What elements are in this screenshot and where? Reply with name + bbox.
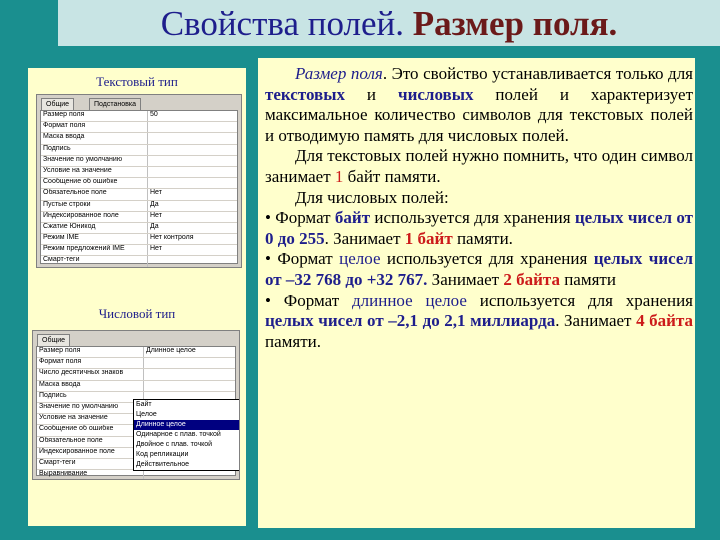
property-label: Подпись	[37, 392, 144, 402]
text: Формат	[270, 249, 340, 269]
left-panel	[28, 68, 246, 526]
property-label: Маска ввода	[37, 381, 144, 391]
property-label: Формат поля	[41, 122, 148, 132]
property-value[interactable]: 50	[150, 111, 158, 118]
property-label: Маска ввода	[41, 133, 148, 143]
property-row[interactable]	[37, 347, 235, 358]
title-main: Свойства полей.	[160, 4, 413, 43]
paragraph-numeric-fields: Для числовых полей:	[295, 187, 449, 207]
tab-general[interactable]: Общие	[41, 98, 74, 110]
property-value[interactable]	[148, 156, 237, 166]
text: памяти	[559, 269, 616, 289]
property-row[interactable]	[41, 256, 237, 267]
text: байт памяти.	[343, 166, 441, 186]
property-value[interactable]	[144, 381, 235, 391]
property-row[interactable]	[37, 381, 235, 392]
term-text: текстовых	[265, 84, 345, 104]
number-field-properties-dialog	[32, 330, 240, 480]
property-label: Индексированное поле	[41, 212, 148, 222]
property-label: Формат поля	[37, 358, 144, 368]
property-label: Смарт-теги	[41, 256, 148, 266]
property-label: Сжатие Юникод	[41, 223, 148, 233]
size-byte: 1 байт	[404, 228, 453, 248]
property-value[interactable]	[144, 358, 235, 368]
text: . Занимает	[324, 228, 405, 248]
property-value[interactable]	[144, 369, 235, 379]
property-value[interactable]: Нет контроля	[150, 234, 194, 242]
text: используется для хранения	[370, 208, 575, 228]
property-value[interactable]: Нет	[150, 245, 162, 253]
property-label: Число десятичных знаков	[37, 369, 144, 379]
range-integer: целых чисел от –32 768 до +32 767.	[265, 249, 694, 289]
body-text	[265, 64, 693, 352]
term-long-integer: длинное целое	[351, 290, 467, 310]
property-label: Пустые строки	[41, 201, 148, 211]
property-row[interactable]	[37, 369, 235, 380]
text: полей и характеризует максимальное количество символов для текстовых полей и отводимую память для числовых полей.	[265, 84, 693, 145]
property-row[interactable]	[37, 470, 235, 480]
property-value[interactable]: Нет	[150, 189, 162, 197]
property-row[interactable]	[41, 245, 237, 256]
property-label: Обязательное поле	[41, 189, 148, 199]
text: и	[344, 84, 398, 104]
property-row[interactable]	[41, 178, 237, 189]
property-label: Выравнивание	[37, 470, 144, 480]
title-emphasis: Размер поля.	[412, 4, 618, 43]
property-row[interactable]	[41, 145, 237, 156]
property-value[interactable]	[148, 178, 237, 188]
property-row[interactable]	[41, 212, 237, 223]
text: памяти.	[265, 331, 321, 351]
paragraph-text-fields	[265, 146, 693, 187]
dropdown-option[interactable]: Код репликации	[136, 451, 189, 458]
term-byte: байт	[334, 208, 371, 228]
property-value[interactable]	[148, 167, 237, 177]
property-label: Режим предложений IME	[41, 245, 148, 255]
property-label: Размер поля	[37, 347, 144, 357]
property-label: Сообщение об ошибке	[37, 425, 144, 435]
text: Формат	[270, 208, 335, 228]
property-row[interactable]	[37, 358, 235, 369]
property-label: Индексированное поле	[37, 448, 144, 458]
property-value[interactable]	[144, 470, 235, 480]
property-row[interactable]	[41, 111, 237, 122]
property-label: Условие на значение	[37, 414, 144, 424]
property-value[interactable]	[148, 145, 237, 155]
property-label: Обязательное поле	[37, 437, 144, 447]
property-value[interactable]	[148, 122, 237, 132]
dropdown-option[interactable]: Одинарное с плав. точкой	[136, 431, 221, 438]
text: Формат	[270, 290, 352, 310]
text-field-properties-dialog	[36, 94, 242, 268]
dropdown-option[interactable]: Байт	[136, 401, 152, 408]
term-integer: целое	[339, 249, 381, 269]
property-value[interactable]	[148, 256, 237, 266]
tab-general[interactable]: Общие	[37, 334, 70, 346]
slide-title	[58, 0, 720, 46]
text: . Это свойство устанавливается только для	[382, 64, 693, 83]
bullet: •	[265, 249, 271, 269]
property-value[interactable]: Да	[150, 200, 159, 208]
property-value[interactable]	[148, 133, 237, 143]
range-byte: целых чисел от 0 до 255	[265, 208, 693, 248]
property-label: Сообщение об ошибке	[41, 178, 148, 188]
property-row[interactable]	[41, 189, 237, 200]
property-row[interactable]	[41, 122, 237, 133]
property-label: Условие на значение	[41, 167, 148, 177]
bullet-long-integer	[265, 291, 693, 353]
property-row[interactable]	[41, 201, 237, 212]
term-field-size: Размер поля	[295, 64, 383, 83]
dropdown-option[interactable]: Целое	[136, 411, 157, 418]
property-label: Подпись	[41, 145, 148, 155]
text: памяти.	[452, 228, 513, 248]
property-label: Размер поля	[41, 111, 148, 121]
bullet-byte	[265, 208, 693, 249]
property-label: Смарт-теги	[37, 459, 144, 469]
text: используется для хранения	[466, 290, 693, 310]
property-row[interactable]	[41, 234, 237, 245]
value-one: 1	[334, 166, 344, 186]
property-row[interactable]	[41, 167, 237, 178]
property-row[interactable]	[41, 223, 237, 234]
term-numeric: числовых	[397, 84, 474, 104]
paragraph-field-size	[265, 64, 693, 146]
dropdown-option[interactable]: Действительное	[136, 461, 190, 468]
text-type-caption: Текстовый тип	[96, 74, 178, 89]
number-type-caption: Числовой тип	[98, 306, 176, 321]
text: Занимает	[427, 269, 504, 289]
range-long-integer: целых чисел от –2,1 до 2,1 миллиарда	[265, 311, 556, 331]
property-label: Режим IME	[41, 234, 148, 244]
property-label: Значение по умолчанию	[41, 156, 148, 166]
bullet-integer	[265, 249, 693, 290]
tab-lookup[interactable]: Подстановка	[89, 98, 141, 110]
dropdown-option[interactable]: Длинное целое	[134, 420, 240, 430]
text: Для текстовых полей нужно помнить, что один символ занимает	[265, 146, 693, 186]
text: . Занимает	[555, 311, 637, 331]
size-long-integer: 4 байта	[636, 311, 694, 331]
text: используется для хранения	[380, 249, 594, 269]
property-label: Значение по умолчанию	[37, 403, 144, 413]
property-value[interactable]: Длинное целое	[146, 347, 196, 354]
property-row[interactable]	[41, 156, 237, 167]
dropdown-option[interactable]: Двойное с плав. точкой	[136, 441, 213, 448]
property-value[interactable]: Нет	[150, 211, 162, 219]
property-row[interactable]	[41, 133, 237, 144]
size-integer: 2 байта	[503, 269, 560, 289]
text-property-list	[40, 110, 238, 264]
bullet: •	[265, 290, 271, 310]
bullet: •	[265, 208, 271, 228]
property-value[interactable]: Да	[150, 222, 159, 230]
field-size-dropdown[interactable]	[133, 399, 240, 471]
